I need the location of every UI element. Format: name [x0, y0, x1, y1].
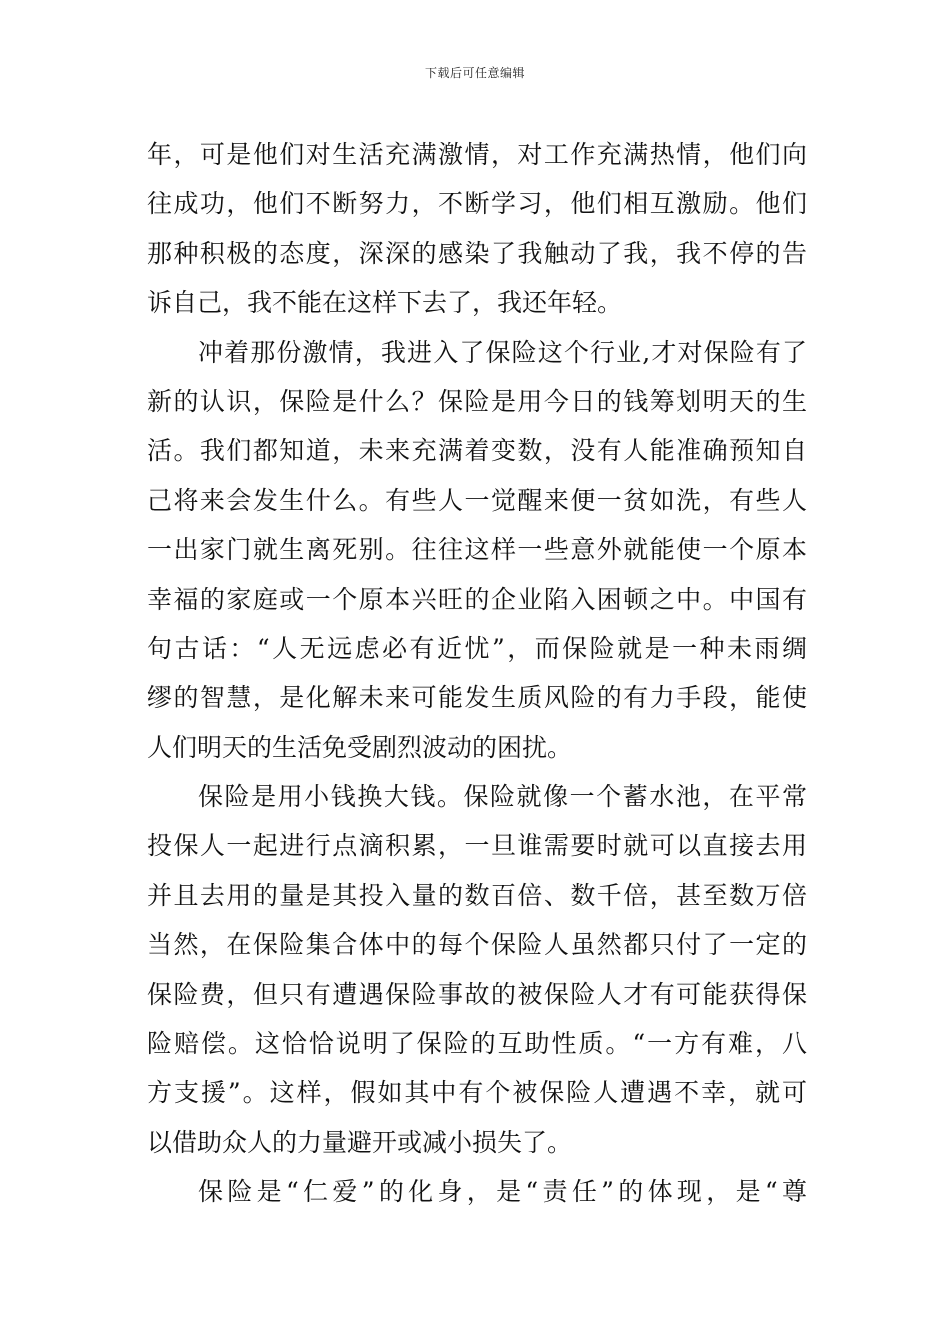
- paragraph-start-line: 保险是“仁爱”的化身，是“责任”的体现，是“尊: [198, 1177, 807, 1207]
- text-line: 方支援”。这样，假如其中有个被保险人遭遇不幸，就可: [147, 1078, 807, 1108]
- paragraph-start-line: 冲着那份激情，我进入了保险这个行业,才对保险有了: [198, 337, 807, 367]
- text-line: 句古话：“人无远虑必有近忧”，而保险就是一种未雨绸: [147, 633, 807, 663]
- text-line: 年，可是他们对生活充满激情，对工作充满热情，他们向: [147, 140, 807, 169]
- text-line: 保险费，但只有遭遇保险事故的被保险人才有可能获得保: [147, 979, 807, 1009]
- page-header-note: 下载后可任意编辑: [424, 66, 525, 80]
- document-body: [147, 130, 807, 1217]
- text-line: 新的认识，保险是什么？保险是用今日的钱筹划明天的生: [147, 386, 807, 416]
- text-line: 那种积极的态度，深深的感染了我触动了我，我不停的告: [147, 238, 807, 268]
- text-line: 并且去用的量是其投入量的数百倍、数千倍，甚至数万倍: [147, 880, 807, 910]
- text-line: 诉自己，我不能在这样下去了，我还年轻。: [147, 288, 623, 318]
- text-line: 缪的智慧，是化解未来可能发生质风险的有力手段，能使: [147, 683, 807, 713]
- text-line: 险赔偿。这恰恰说明了保险的互助性质。“一方有难，八: [147, 1029, 807, 1059]
- text-line: 己将来会发生什么。有些人一觉醒来便一贫如洗，有些人: [147, 485, 807, 515]
- text-line: 往成功，他们不断努力，不断学习，他们相互激励。他们: [147, 189, 807, 219]
- text-line: 一出家门就生离死别。往往这样一些意外就能使一个原本: [147, 535, 807, 565]
- text-line: 幸福的家庭或一个原本兴旺的企业陷入困顿之中。中国有: [147, 584, 807, 614]
- text-line: 活。我们都知道，未来充满着变数，没有人能准确预知自: [147, 436, 807, 466]
- paragraph-start-line: 保险是用小钱换大钱。保险就像一个蓄水池，在平常: [198, 782, 807, 812]
- text-line: 人们明天的生活免受剧烈波动的困扰。: [147, 732, 573, 762]
- text-line: 当然，在保险集合体中的每个保险人虽然都只付了一定的: [147, 930, 807, 960]
- text-line: 以借助众人的力量避开或减小损失了。: [147, 1127, 573, 1157]
- text-line: 投保人一起进行点滴积累，一旦谁需要时就可以直接去用: [147, 831, 807, 861]
